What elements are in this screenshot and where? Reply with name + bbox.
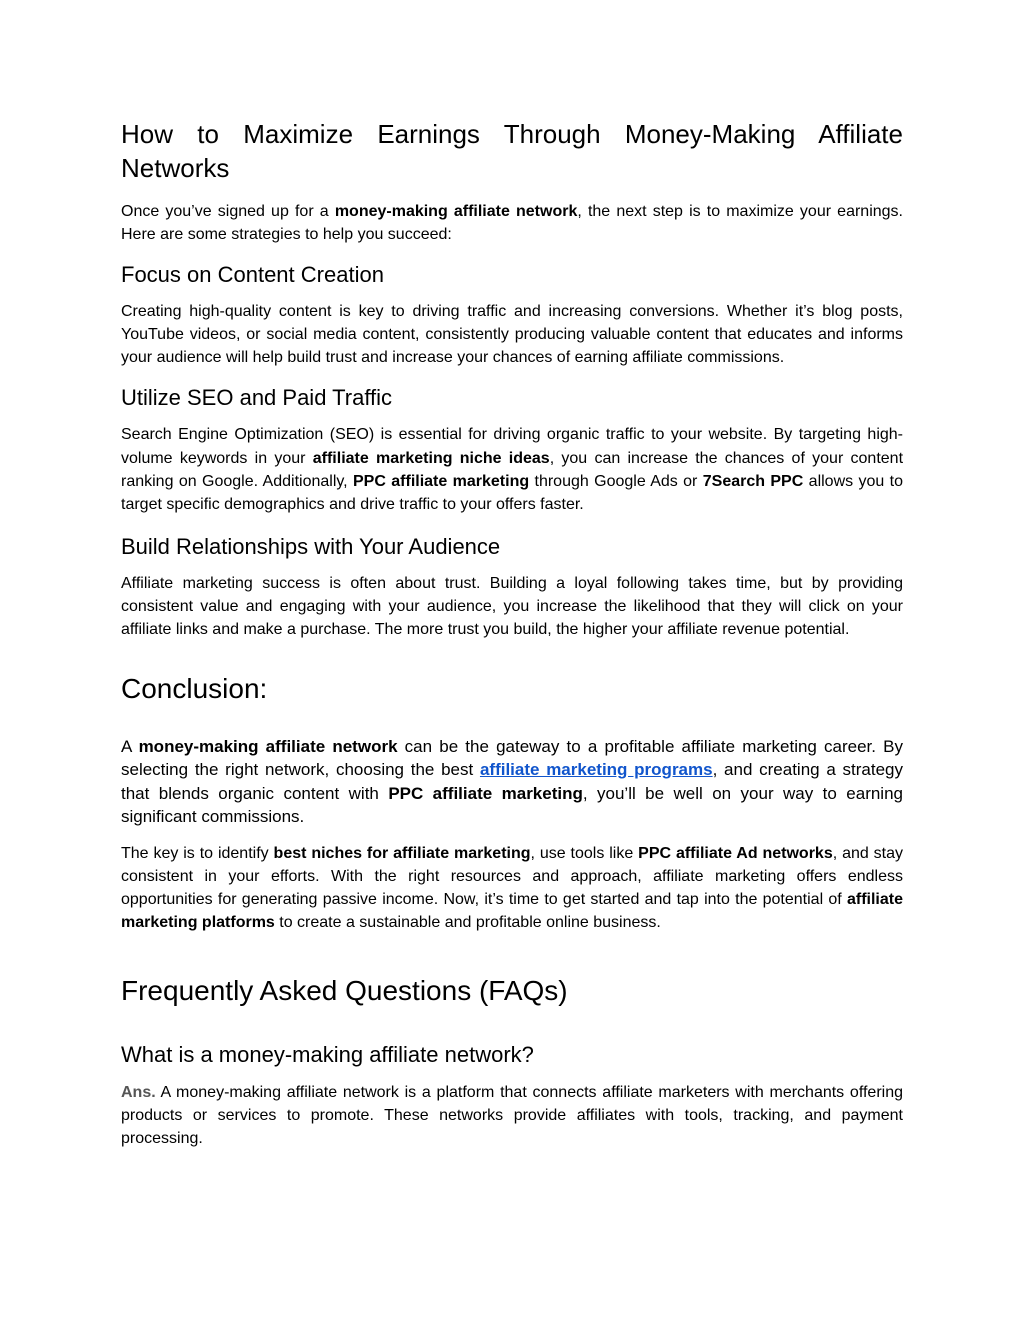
bold-keyword: affiliate marketing platforms — [121, 891, 903, 932]
document-page — [121, 117, 903, 1151]
content-creation-paragraph: Creating high-quality content is key to driving traffic and increasing conversions. Whether it’s blog posts, YouTube videos, or social media content, consistently producing valuable content that educates and informs your audience will help build trust and increase your chances of earning affiliate commissions. — [121, 302, 903, 367]
faq-answer-1 — [121, 1081, 903, 1151]
text-run: The key is to identify — [121, 844, 274, 862]
affiliate-marketing-programs-link[interactable]: affiliate marketing programs — [479, 760, 713, 780]
text-run: through Google Ads or — [529, 473, 703, 491]
section-heading-faqs: Frequently Asked Questions (FAQs) — [121, 974, 568, 1006]
subheading-content-creation: Focus on Content Creation — [121, 261, 384, 287]
text-run: allows you to target specific demographics and drive traffic to your offers faster. — [121, 473, 904, 514]
answer-text: A money-making affiliate network is a platform that connects affiliate marketers with merchants offering products or services to promote. These networks provide affiliates with tools, tracking, and payment processing. — [121, 1083, 903, 1148]
text-run: Search Engine Optimization (SEO) is essential for driving organic traffic to your website. By targeting high-volume keywords in your — [121, 426, 903, 467]
text-run: can be the gateway to a profitable affiliate marketing career. By selecting the right network, choosing the best — [121, 736, 903, 780]
section-heading-conclusion: Conclusion: — [121, 672, 268, 704]
text-run: , use tools like — [530, 844, 639, 862]
bold-keyword: 7Search PPC — [702, 473, 804, 491]
conclusion-paragraph-1 — [121, 735, 903, 829]
bold-keyword: best niches for affiliate marketing — [273, 844, 531, 862]
text-run: , and creating a strategy that blends organic content with — [121, 760, 903, 803]
text-run: , you can increase the chances of your content ranking on Google. Additionally, — [121, 449, 904, 491]
bold-keyword: PPC affiliate Ad networks — [638, 844, 833, 862]
faq-question-1: What is a money-making affiliate network? — [121, 1041, 534, 1067]
text-run: , and stay consistent in your efforts. With the right resources and approach, affiliate marketing offers endless opportunities for generating passive income. Now, it’s time to get started and tap into the potential of — [121, 844, 904, 909]
intro-paragraph — [121, 200, 903, 247]
conclusion-paragraph-2 — [121, 842, 903, 935]
subheading-build-relationships: Build Relationships with Your Audience — [121, 533, 501, 559]
text-run: to create a sustainable and profitable online business. — [274, 914, 661, 932]
answer-label: Ans. — [121, 1083, 156, 1101]
bold-keyword: PPC affiliate marketing — [388, 783, 583, 803]
bold-keyword: money-making affiliate network — [138, 736, 398, 756]
section-heading-maximize-earnings: How to Maximize Earnings Through Money-Making Affiliate Networks — [121, 119, 903, 183]
bold-keyword: affiliate marketing niche ideas — [312, 449, 550, 467]
text-run: Once you’ve signed up for a — [121, 203, 335, 220]
subheading-seo-paid-traffic: Utilize SEO and Paid Traffic — [121, 385, 393, 411]
text-run: , the next step is to maximize your earnings. Here are some strategies to help you succeed: — [121, 203, 903, 244]
seo-paragraph — [121, 423, 903, 516]
relationships-paragraph: Affiliate marketing success is often about trust. Building a loyal following takes time, but by providing consistent value and engaging with your audience, you increase the likelihood that they will click on your affiliate links and make a purchase. The more trust you build, the higher your affiliate revenue potential. — [121, 574, 903, 639]
text-run: A — [121, 736, 139, 756]
bold-keyword: money-making affiliate network — [334, 203, 578, 220]
text-run: , you’ll be well on your way to earning significant commissions. — [121, 783, 903, 827]
bold-keyword: PPC affiliate marketing — [353, 473, 530, 491]
